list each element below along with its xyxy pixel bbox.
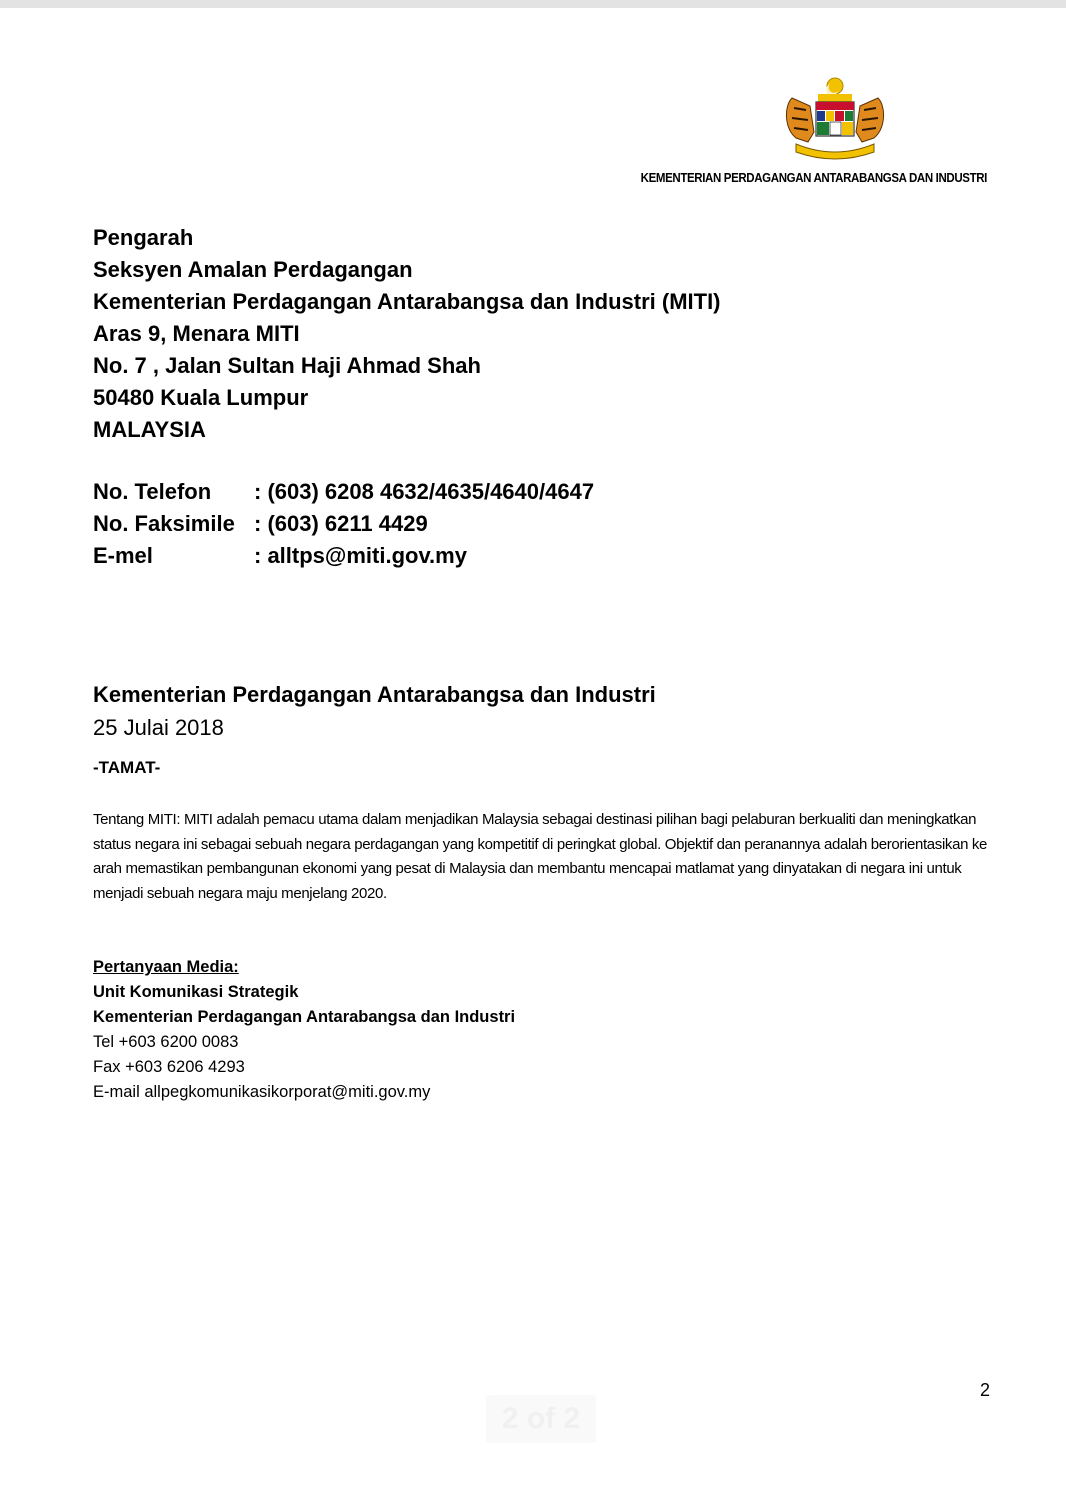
page-indicator: 2 of 2: [486, 1395, 596, 1443]
media-tel: Tel +603 6200 0083: [93, 1033, 239, 1051]
email-row: [93, 540, 993, 572]
end-marker: -TAMAT-: [93, 758, 161, 777]
address-line: Seksyen Amalan Perdagangan: [93, 257, 413, 282]
email-value: : alltps@miti.gov.my: [254, 543, 467, 568]
page-number: 2: [980, 1380, 991, 1400]
media-unit: Unit Komunikasi Strategik: [93, 983, 299, 1001]
address-line: MALAYSIA: [93, 417, 206, 442]
address-line: No. 7 , Jalan Sultan Haji Ahmad Shah: [93, 353, 481, 378]
malaysia-coat-of-arms-icon: [778, 76, 892, 166]
media-fax: Fax +603 6206 4293: [93, 1058, 245, 1076]
phone-label: No. Telefon: [93, 479, 212, 504]
recipient-address: [93, 222, 993, 446]
crest-scroll: [796, 144, 874, 159]
email-label: E-mel: [93, 543, 153, 568]
address-line: 50480 Kuala Lumpur: [93, 385, 309, 410]
signoff-ministry: Kementerian Perdagangan Antarabangsa dan Industri: [93, 682, 656, 707]
crest-helm: [818, 94, 852, 102]
fax-label: No. Faksimile: [93, 511, 235, 536]
media-inquiries: [93, 955, 515, 1105]
phone-value: : (603) 6208 4632/4635/4640/4647: [254, 479, 595, 504]
media-ministry: Kementerian Perdagangan Antarabangsa dan Industri: [93, 1008, 516, 1026]
viewer-top-bar: [0, 0, 1066, 8]
address-line: Pengarah: [93, 225, 194, 250]
media-heading: Pertanyaan Media:: [93, 958, 239, 976]
signoff-date: 25 Julai 2018: [93, 715, 224, 740]
address-line: Aras 9, Menara MITI: [93, 321, 300, 346]
ministry-header: KEMENTERIAN PERDAGANGAN ANTARABANGSA DAN INDUSTRI: [640, 171, 987, 185]
fax-value: : (603) 6211 4429: [254, 511, 428, 536]
media-email: E-mail allpegkomunikasikorporat@miti.gov.my: [93, 1083, 431, 1101]
fax-row: [93, 508, 993, 540]
address-line: Kementerian Perdagangan Antarabangsa dan Industri (MITI): [93, 289, 721, 314]
contact-details: [93, 476, 993, 572]
about-miti-paragraph: Tentang MITI: MITI adalah pemacu utama dalam menjadikan Malaysia sebagai destinasi pilihan bagi pelaburan berkualiti dan meningkatkan status negara ini sebagai sebuah negara perdagangan yang kompetitif di peringkat global. Objektif dan peranannya adalah berorientasikan ke arah memastikan pembangunan ekonomi yang pesat di Malaysia dan membantu mencapai matlamat yang dinyatakan di negara ini untuk menjadi sebuah negara maju menjelang 2020.: [93, 811, 988, 902]
phone-row: [93, 476, 993, 508]
